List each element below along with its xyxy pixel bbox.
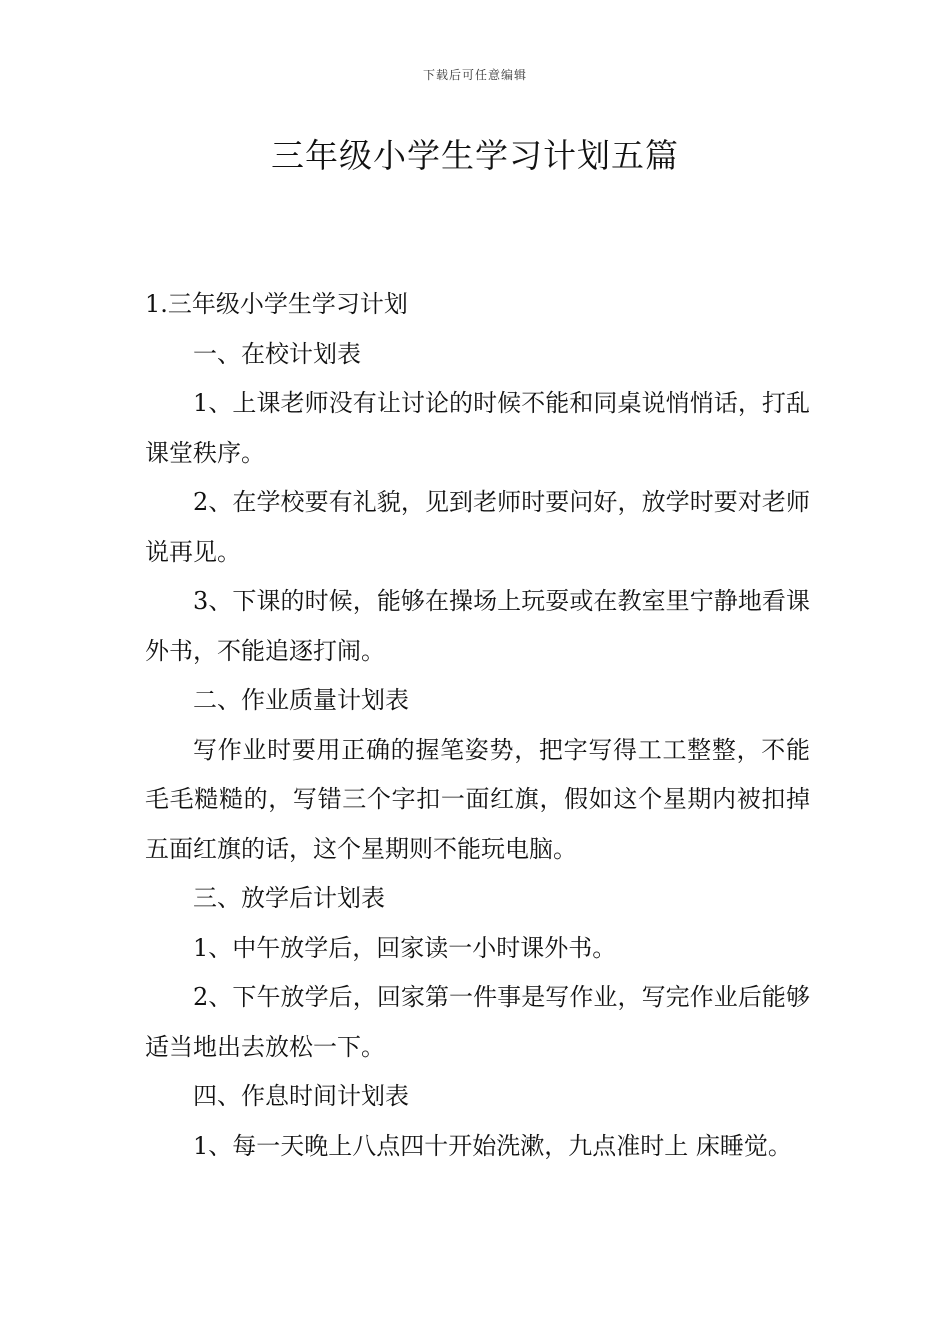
section-heading: 1.三年级小学生学习计划 — [145, 290, 408, 318]
document-body — [145, 280, 810, 1171]
subsection-heading: 四、作息时间计划表 — [193, 1082, 409, 1110]
paragraph: 1、中午放学后，回家读一小时课外书。 — [193, 933, 617, 962]
document-title: 三年级小学生学习计划五篇 — [271, 136, 679, 175]
paragraph: 2、下午放学后，回家第一件事是写作业，写完作业后能够适当地出去放松一下。 — [145, 983, 810, 1061]
paragraph: 1、每一天晚上八点四十开始洗漱，九点准时上 床睡觉。 — [193, 1131, 792, 1160]
paragraph: 1、上课老师没有让讨论的时候不能和同桌说悄悄话，打乱课堂秩序。 — [145, 389, 810, 467]
header-note: 下载后可任意编辑 — [422, 68, 527, 82]
paragraph: 写作业时要用正确的握笔姿势，把字写得工工整整，不能毛毛糙糙的，写错三个字扣一面红旗，假如这个星期内被扣掉五面红旗的话，这个星期则不能玩电脑。 — [145, 735, 810, 863]
subsection-heading: 二、作业质量计划表 — [193, 686, 409, 714]
subsection-heading: 三、放学后计划表 — [193, 884, 385, 912]
paragraph: 2、在学校要有礼貌，见到老师时要问好，放学时要对老师说再见。 — [145, 488, 810, 566]
paragraph: 3、下课的时候，能够在操场上玩耍或在教室里宁静地看课外书，不能追逐打闹。 — [145, 587, 810, 665]
subsection-heading: 一、在校计划表 — [193, 339, 361, 368]
